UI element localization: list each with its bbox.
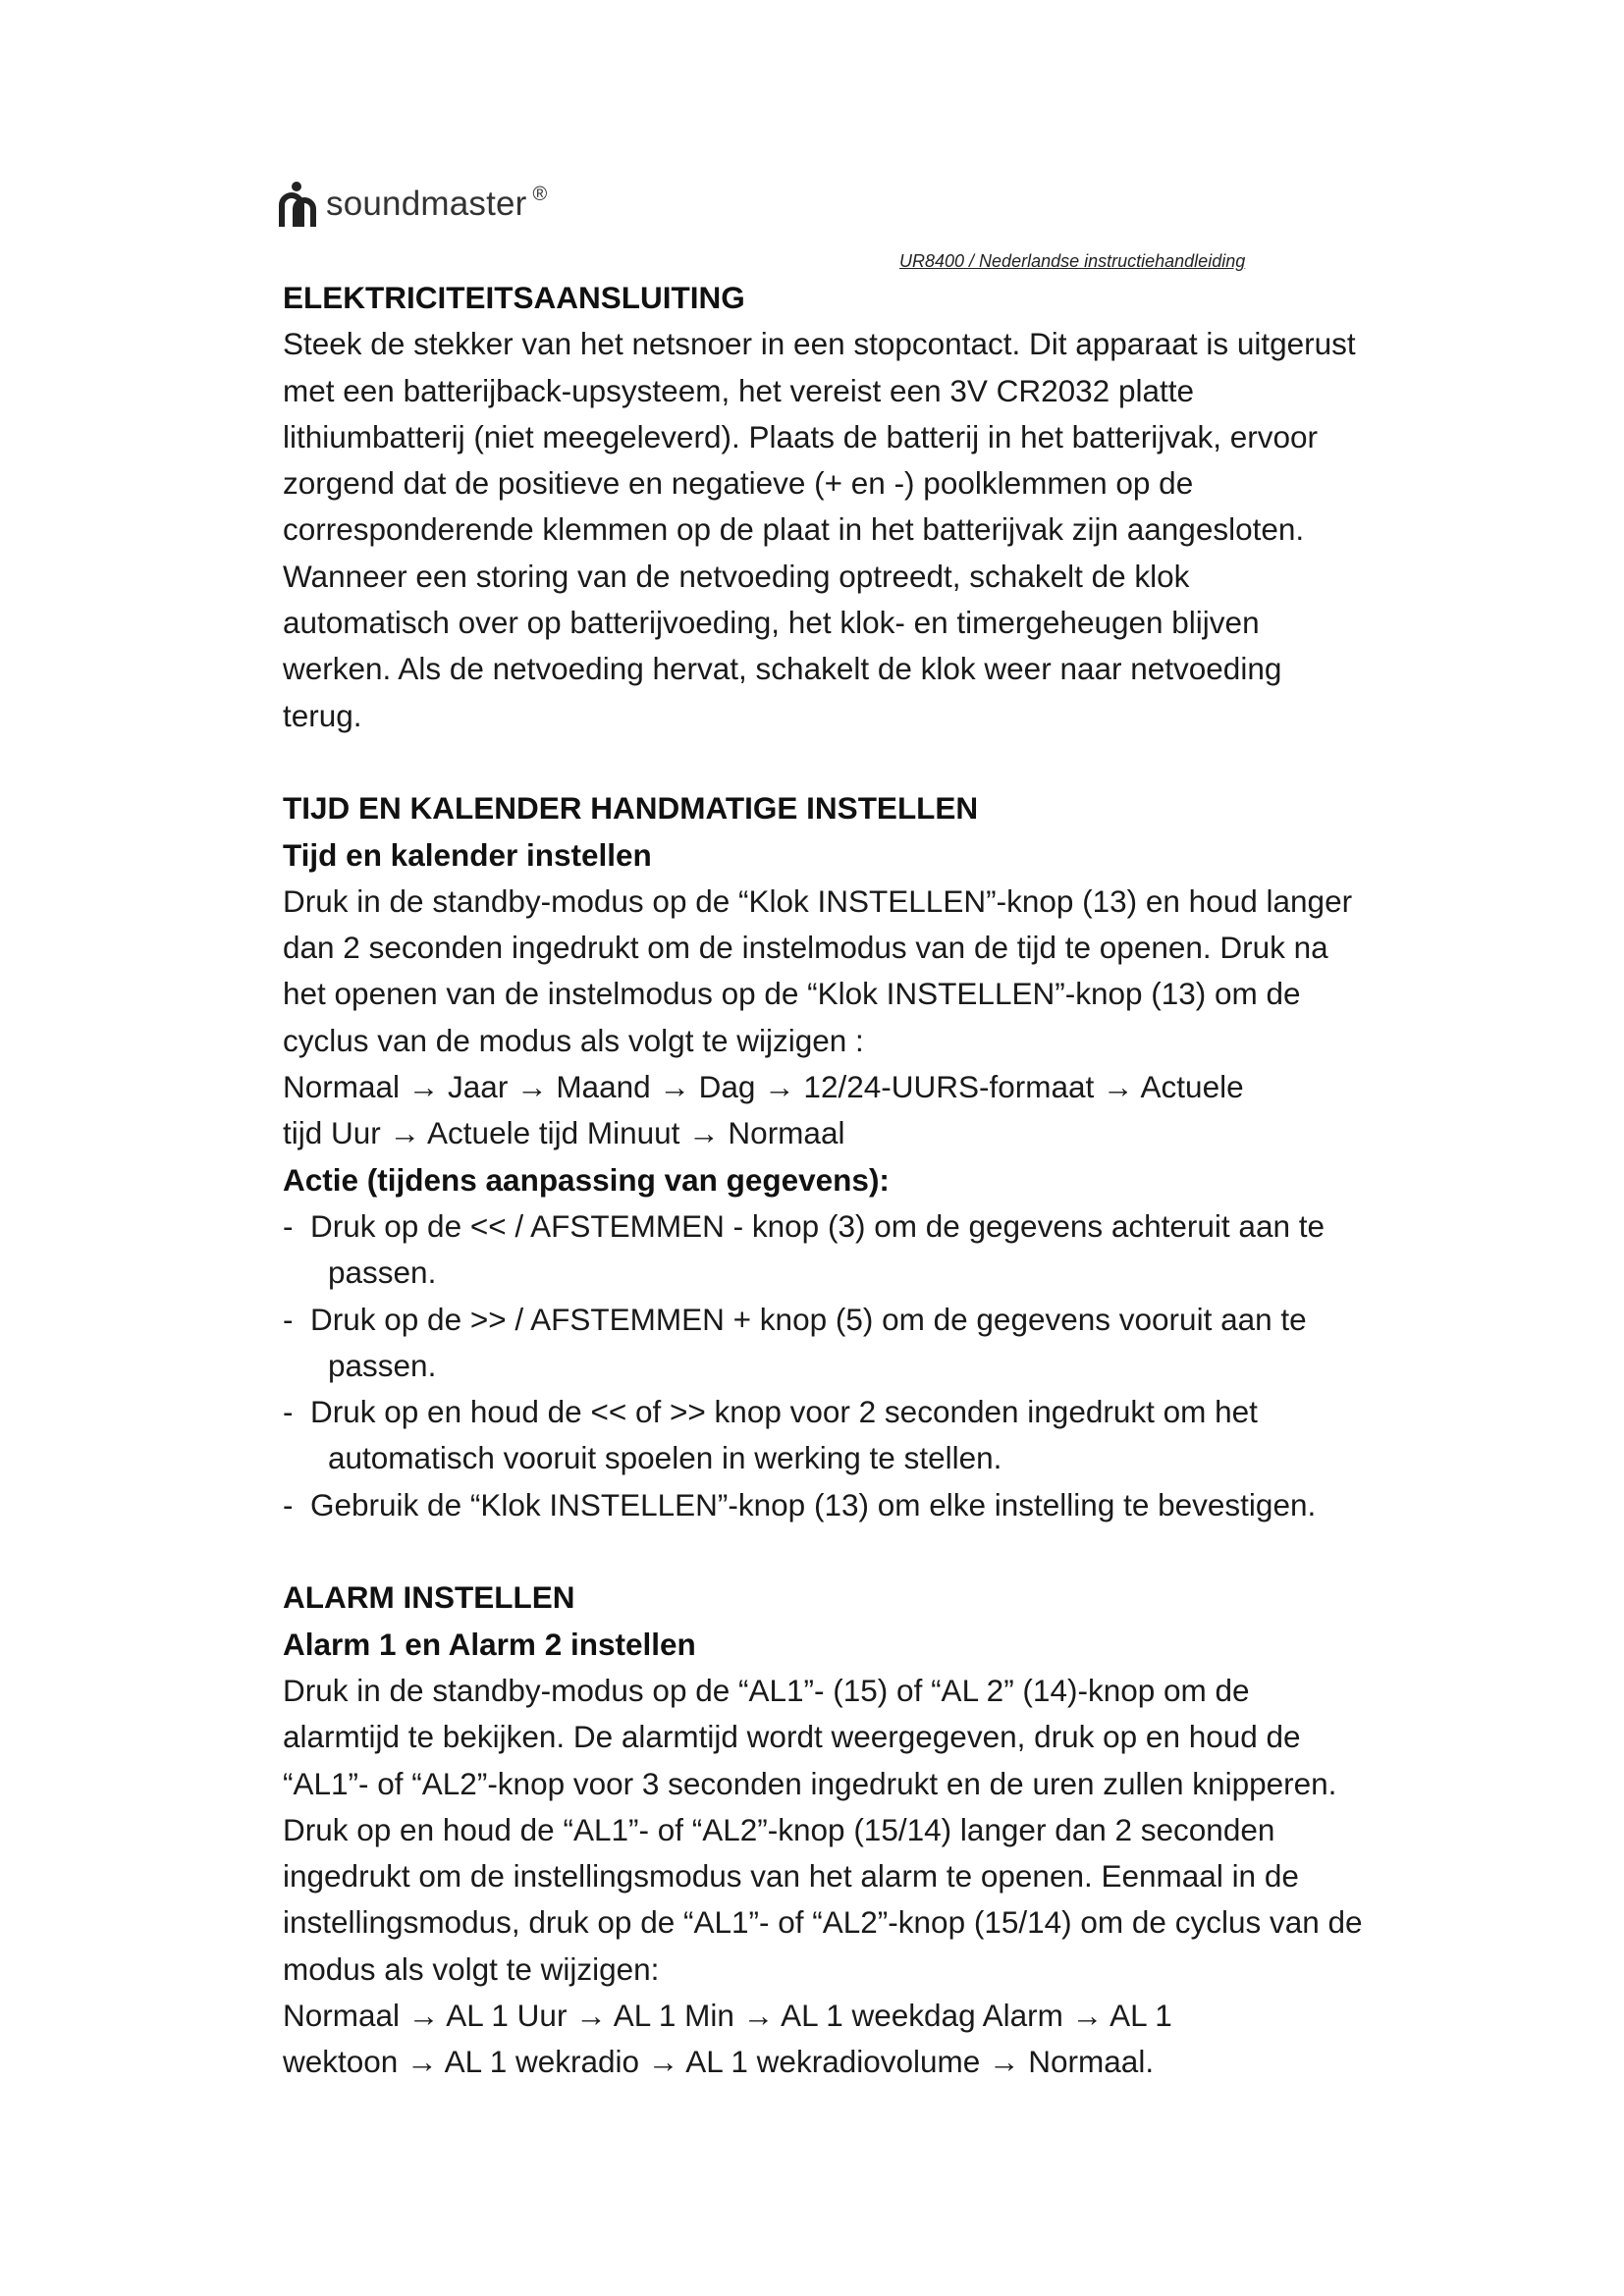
list-item-text: Druk op en houd de << of >> knop voor 2 seconden ingedrukt om het: [310, 1394, 1258, 1430]
section-title-power: ELEKTRICITEITSAANSLUITING: [283, 280, 745, 315]
paragraph-line: dan 2 seconden ingedrukt om de instelmodus van de tijd te openen. Druk na: [283, 930, 1328, 966]
mode-cycle-line: Normaal → AL 1 Uur → AL 1 Min → AL 1 weekdag Alarm → AL 1: [283, 1997, 1172, 2033]
paragraph-line: terug.: [283, 697, 362, 733]
list-item-continuation: passen.: [328, 1347, 437, 1383]
list-item-continuation: automatisch vooruit spoelen in werking te stellen.: [328, 1440, 1002, 1476]
list-dash: -: [283, 1301, 294, 1337]
paragraph-line: cyclus van de modus als volgt te wijzigen :: [283, 1022, 864, 1058]
page-content: [283, 275, 1382, 2086]
paragraph-line: met een batterijback-upsysteem, het vereist een 3V CR2032 platte: [283, 372, 1195, 408]
paragraph-line: Steek de stekker van het netsnoer in een stopcontact. Dit apparaat is uitgerust: [283, 326, 1356, 362]
subsection-title-alarm: Alarm 1 en Alarm 2 instellen: [283, 1626, 696, 1662]
paragraph-line: automatisch over op batterijvoeding, het klok- en timergeheugen blijven: [283, 605, 1260, 641]
section-body-alarm: [283, 1668, 1382, 2086]
document-reference: UR8400 / Nederlandse instructiehandleiding: [899, 251, 1246, 271]
soundmaster-logo-icon: [279, 180, 320, 229]
mode-cycle-line: tijd Uur → Actuele tijd Minuut → Normaal: [283, 1115, 845, 1151]
paragraph-line: alarmtijd te bekijken. De alarmtijd wordt weergegeven, druk op en houd de: [283, 1719, 1301, 1755]
paragraph-line: modus als volgt te wijzigen:: [283, 1950, 660, 1987]
paragraph-line: ingedrukt om de instellingsmodus van het alarm te openen. Eenmaal in de: [283, 1858, 1299, 1895]
list-item-text: Druk op de << / AFSTEMMEN - knop (3) om de gegevens achteruit aan te: [310, 1207, 1326, 1244]
registered-mark: ®: [532, 183, 548, 205]
action-title: Actie (tijdens aanpassing van gegevens):: [283, 1161, 890, 1198]
paragraph-line: Wanneer een storing van de netvoeding optreedt, schakelt de klok: [283, 558, 1190, 594]
paragraph-line: zorgend dat de positieve en negatieve (+ en -) poolklemmen op de: [283, 465, 1194, 502]
paragraph-line: Druk in de standby-modus op de “AL1”- (15) of “AL 2” (14)-knop om de: [283, 1672, 1250, 1708]
paragraph-line: corresponderende klemmen op de plaat in het batterijvak zijn aangesloten.: [283, 511, 1305, 548]
mode-cycle-line: Normaal → Jaar → Maand → Dag → 12/24-UURS-formaat → Actuele: [283, 1069, 1244, 1105]
list-item-text: Gebruik de “Klok INSTELLEN”-knop (13) om elke instelling te bevestigen.: [310, 1486, 1317, 1522]
brand-logo: [279, 179, 547, 230]
section-body-power: [283, 321, 1382, 739]
list-dash: -: [283, 1207, 294, 1244]
section-body-time: [283, 879, 1382, 1157]
paragraph-line: instellingsmodus, druk op de “AL1”- of “AL2”-knop (15/14) om de cyclus van de: [283, 1904, 1363, 1941]
action-list: [283, 1203, 1382, 1528]
list-item-text: Druk op de >> / AFSTEMMEN + knop (5) om de gegevens vooruit aan te: [310, 1301, 1307, 1337]
list-item: [283, 1297, 1382, 1343]
paragraph-line: Druk in de standby-modus op de “Klok INSTELLEN”-knop (13) en houd langer: [283, 882, 1353, 919]
section-title-time: TIJD EN KALENDER HANDMATIGE INSTELLEN: [283, 790, 979, 827]
list-item: [283, 1389, 1382, 1435]
paragraph-line: werken. Als de netvoeding hervat, schakelt de klok weer naar netvoeding: [283, 651, 1282, 687]
paragraph-line: het openen van de instelmodus op de “Klok INSTELLEN”-knop (13) om de: [283, 976, 1301, 1012]
section-title-alarm: ALARM INSTELLEN: [283, 1579, 575, 1616]
mode-cycle-line: wektoon → AL 1 wekradio → AL 1 wekradiovolume → Normaal.: [283, 2044, 1155, 2080]
list-item-continuation: passen.: [328, 1255, 437, 1291]
subsection-title-time: Tijd en kalender instellen: [283, 836, 652, 873]
list-item: [283, 1203, 1382, 1250]
paragraph-line: “AL1”- of “AL2”-knop voor 3 seconden ingedrukt en de uren zullen knipperen.: [283, 1765, 1337, 1801]
section-gap: [283, 739, 1382, 785]
paragraph-line: lithiumbatterij (niet meegeleverd). Plaats de batterij in het batterijvak, ervoor: [283, 418, 1319, 454]
paragraph-line: Druk op en houd de “AL1”- of “AL2”-knop (15/14) langer dan 2 seconden: [283, 1811, 1275, 1847]
section-gap: [283, 1528, 1382, 1575]
list-dash: -: [283, 1394, 294, 1430]
brand-name: soundmaster: [326, 185, 527, 223]
list-dash: -: [283, 1486, 294, 1522]
list-item: [283, 1482, 1382, 1528]
